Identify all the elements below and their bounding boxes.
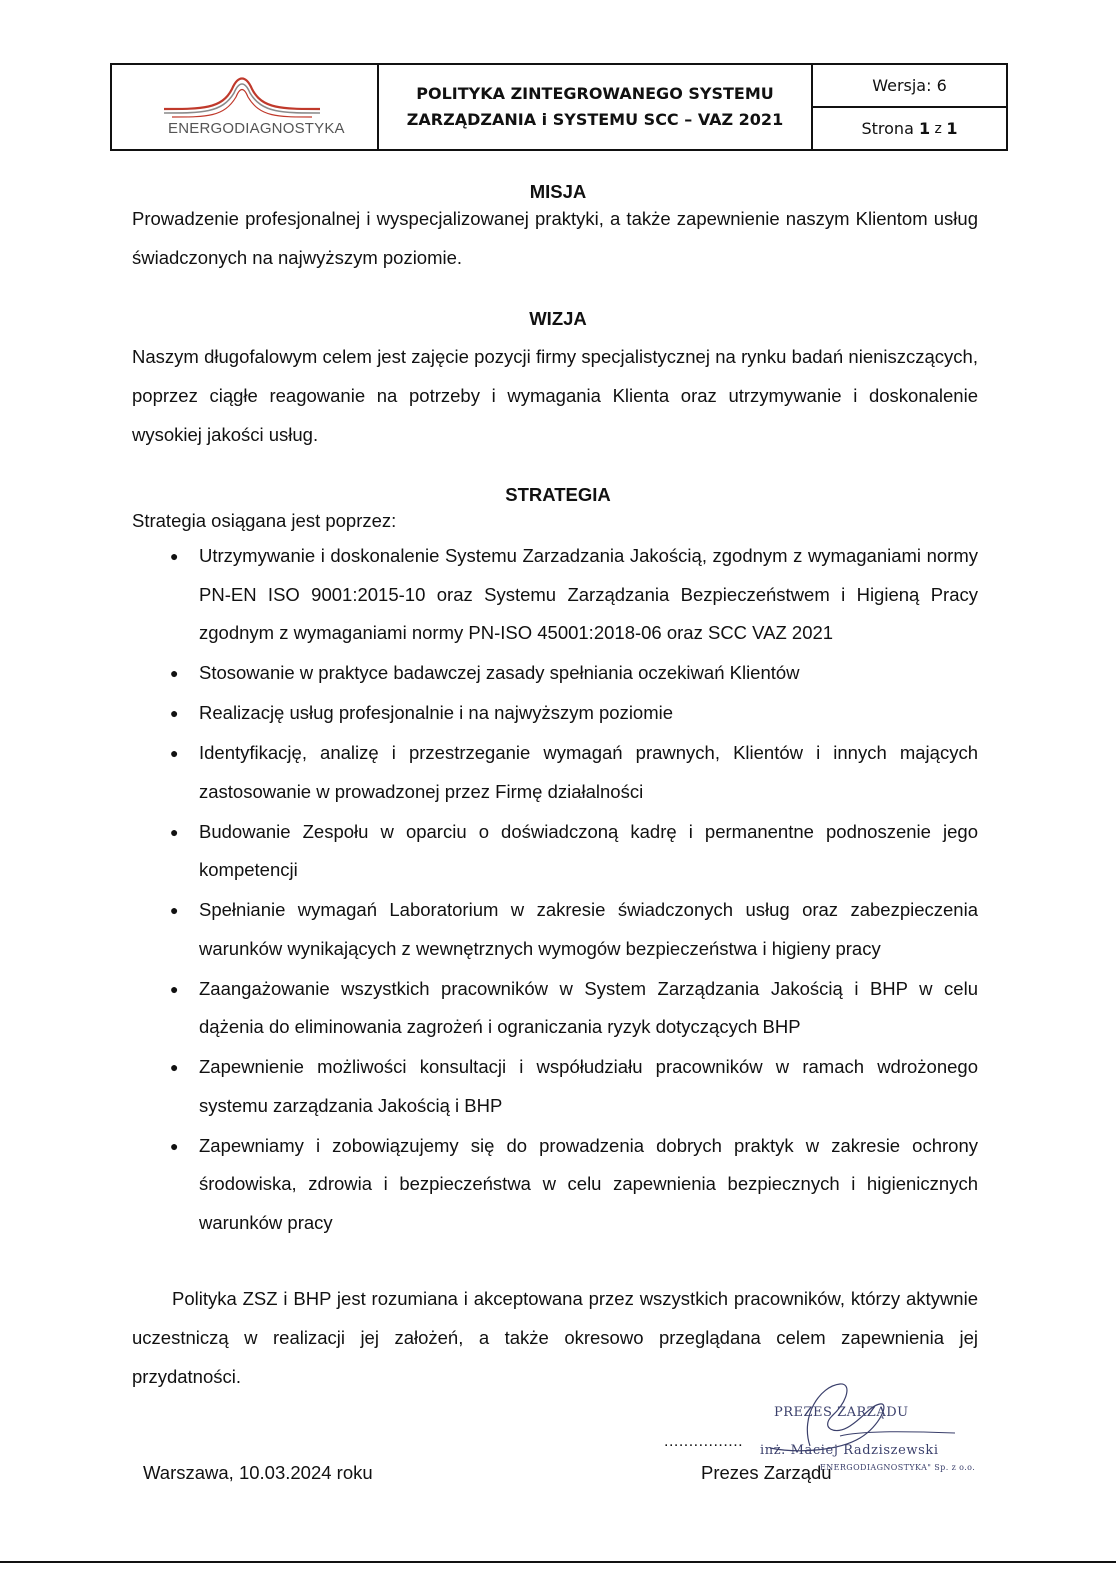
strategy-list	[132, 537, 978, 1244]
list-item: ● Realizację usług profesjonalnie i na najwyższym poziomie	[132, 694, 978, 733]
list-item: ● Zaangażowanie wszystkich pracowników w System Zarządzania Jakością i BHP w celu dążenia do eliminowania zagrożeń i ograniczania ryzyk dotyczących BHP	[132, 970, 978, 1047]
bullet-icon: ●	[170, 665, 179, 681]
mission-heading: MISJA	[529, 181, 587, 202]
document-header-table	[110, 63, 1008, 151]
list-item: ● Spełnianie wymagań Laboratorium w zakresie świadczonych usług oraz zabezpieczenia warunków wynikających z wewnętrznych wymogów bezpieczeństwa i higieny pracy	[132, 891, 978, 968]
bullet-icon: ●	[170, 902, 179, 918]
page-total: 1	[946, 119, 958, 138]
bullet-icon: ●	[170, 1059, 179, 1075]
bullet-icon: ●	[170, 548, 179, 564]
page-indicator	[813, 108, 1006, 149]
title-line-1: POLITYKA ZINTEGROWANEGO SYSTEMU	[416, 84, 774, 103]
list-item: ● Budowanie Zespołu w oparciu o doświadczoną kadrę i permanentne podnoszenie jego kompetencji	[132, 813, 978, 890]
mission-text: Prowadzenie profesjonalnej i wyspecjalizowanej praktyki, a także zapewnienie naszym Klientom usług świadczonych na najwyższym poziomie.	[132, 208, 978, 268]
bottom-divider	[0, 1561, 1116, 1563]
logo-wordmark: ENERGODIAGNOSTYKA	[168, 120, 345, 137]
strategy-heading: STRATEGIA	[505, 484, 611, 505]
place-and-date: Warszawa, 10.03.2024 roku	[143, 1462, 373, 1483]
signatory-title: Prezes Zarządu	[701, 1462, 832, 1483]
vision-heading: WIZJA	[529, 308, 587, 329]
page-number: 1	[918, 119, 931, 138]
bullet-icon: ●	[170, 745, 179, 761]
vision-text: Naszym długofalowym celem jest zajęcie pozycji firmy specjalistycznej na rynku badań nieniszczących, poprzez ciągłe reagowanie na potrzeby i wymagania Klienta oraz utrzymywanie i doskonalenie wysokiej jakości usług.	[132, 346, 978, 445]
bullet-icon: ●	[170, 705, 179, 721]
list-item: ● Zapewnienie możliwości konsultacji i współudziału pracowników w ramach wdrożonego systemu zarządzania Jakością i BHP	[132, 1048, 978, 1125]
title-line-2: ZARZĄDZANIA i SYSTEMU SCC – VAZ 2021	[406, 110, 784, 129]
meta-cell	[813, 65, 1006, 149]
stamp-company: ENERGODIAGNOSTYKA" Sp. z o.o.	[820, 1463, 976, 1472]
list-item: ● Stosowanie w praktyce badawczej zasady spełniania oczekiwań Klientów	[132, 654, 978, 693]
company-logo-graphic	[162, 69, 322, 123]
closing-paragraph: Polityka ZSZ i BHP jest rozumiana i akceptowana przez wszystkich pracowników, którzy aktywnie uczestniczą w realizacji jej założeń, a także okresowo przeglądana celem zapewnienia jej przydatności.	[132, 1288, 978, 1387]
bullet-icon: ●	[170, 823, 179, 840]
list-item: ● Identyfikację, analizę i przestrzeganie wymagań prawnych, Klientów i innych mających zastosowanie w prowadzonej przez Firmę działalności	[132, 734, 978, 811]
bullet-icon: ●	[170, 1137, 179, 1154]
stamp-title: PREZES ZARZĄDU	[774, 1405, 909, 1420]
bullet-icon: ●	[170, 980, 179, 997]
version-label: Wersja: 6	[813, 65, 1006, 108]
page-prefix: Strona	[861, 119, 919, 138]
list-item: ● Zapewniamy i zobowiązujemy się do prowadzenia dobrych praktyk w zakresie ochrony środowiska, zdrowia i bezpieczeństwa w celu zapewnienia bezpiecznych i higienicznych warunków pracy	[132, 1127, 978, 1243]
page-separator: z	[930, 120, 947, 137]
strategy-intro: Strategia osiągana jest poprzez:	[132, 510, 397, 531]
logo-cell	[112, 65, 379, 149]
list-item: ● Utrzymywanie i doskonalenie Systemu Zarzadzania Jakością, zgodnym z wymaganiami normy PN-EN ISO 9001:2015-10 oraz Systemu Zarządzania Bezpieczeństwem i Higieną Pracy zgodnym z wymaganiami normy PN-ISO 45001:2018-06 oraz SCC VAZ 2021	[132, 537, 978, 653]
document-title	[379, 65, 813, 149]
signature-line: ................	[664, 1433, 744, 1450]
stamp-name: inż. Maciej Radziszewski	[760, 1443, 939, 1458]
